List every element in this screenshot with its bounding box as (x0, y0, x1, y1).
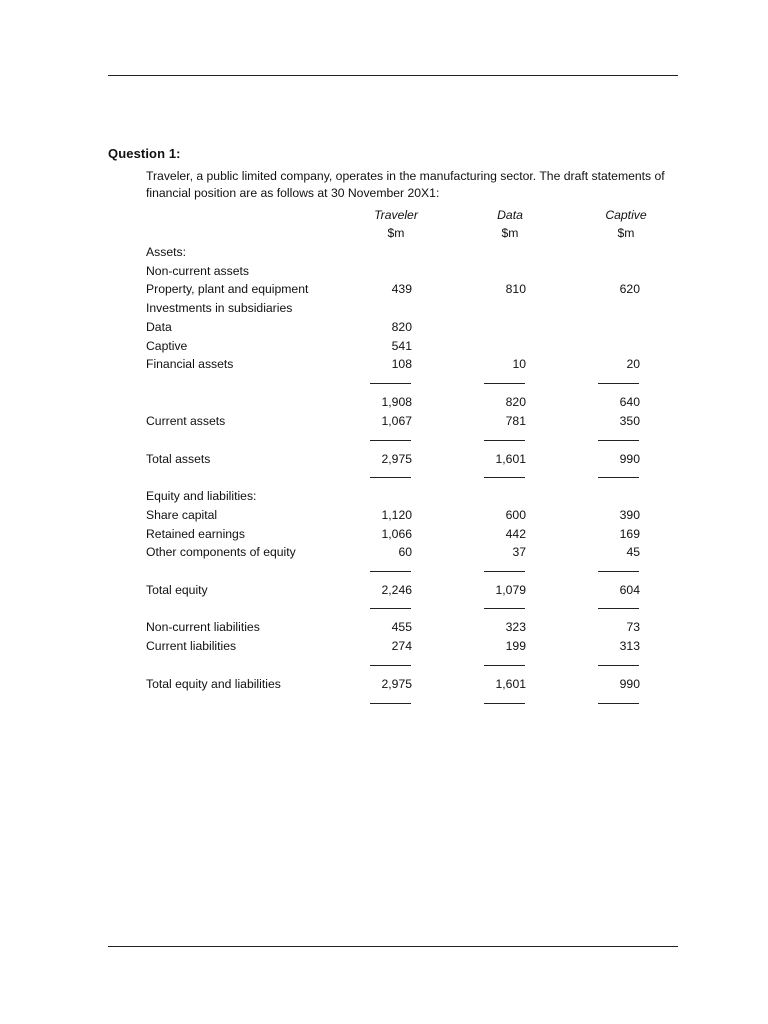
underline (598, 665, 639, 666)
value-captive: 640 (619, 395, 640, 409)
equity-heading: Equity and liabilities: (146, 489, 257, 503)
row-label: Retained earnings (146, 527, 245, 541)
value-traveler: 541 (391, 339, 412, 353)
underline (370, 703, 411, 704)
column-names-row (0, 208, 768, 226)
value-traveler: 2,975 (381, 677, 412, 691)
table-row (0, 583, 768, 601)
question-intro: Traveler, a public limited company, operates in the manufacturing sector. The draft statements of financial position are as follows at 30 November 20X1: (146, 169, 665, 200)
non-current-assets-heading-row (0, 264, 768, 282)
table-row (0, 395, 768, 413)
value-traveler: 108 (391, 357, 412, 371)
non-current-assets-heading: Non-current assets (146, 264, 249, 278)
table-row (0, 320, 768, 338)
underline (370, 477, 411, 478)
underline (598, 608, 639, 609)
value-data: 37 (512, 545, 526, 559)
row-label: Non-current liabilities (146, 620, 260, 634)
row-label: Other components of equity (146, 545, 296, 559)
value-data: 810 (505, 282, 526, 296)
underline (484, 440, 525, 441)
value-traveler: 455 (391, 620, 412, 634)
value-traveler: 1,120 (381, 508, 412, 522)
row-label: Current assets (146, 414, 226, 428)
value-traveler: 1,066 (381, 527, 412, 541)
row-label: Property, plant and equipment (146, 282, 309, 296)
row-label: Share capital (146, 508, 218, 522)
col-captive-name: Captive (605, 208, 647, 222)
value-traveler: 60 (398, 545, 412, 559)
row-label: Total assets (146, 452, 211, 466)
value-traveler: 439 (391, 282, 412, 296)
underline (598, 440, 639, 441)
value-captive: 390 (619, 508, 640, 522)
value-captive: 169 (619, 527, 640, 541)
value-traveler: 1,908 (381, 395, 412, 409)
value-captive: 313 (619, 639, 640, 653)
value-captive: 604 (619, 583, 640, 597)
investments-heading: Investments in subsidiaries (146, 301, 293, 315)
row-label: Total equity (146, 583, 208, 597)
value-traveler: 2,975 (381, 452, 412, 466)
value-data: 442 (505, 527, 526, 541)
underline (598, 383, 639, 384)
underline (484, 571, 525, 572)
table-row (0, 508, 768, 526)
row-label: Total equity and liabilities (146, 677, 281, 691)
assets-heading: Assets: (146, 245, 186, 259)
row-label: Data (146, 320, 172, 334)
value-captive: 20 (626, 357, 640, 371)
underline (484, 703, 525, 704)
investments-heading-row (0, 301, 768, 319)
value-data: 1,601 (495, 677, 526, 691)
value-data: 1,079 (495, 583, 526, 597)
table-row (0, 339, 768, 357)
column-units-row (0, 226, 768, 244)
underline (598, 571, 639, 572)
value-traveler: 2,246 (381, 583, 412, 597)
value-data: 199 (505, 639, 526, 653)
underline (370, 608, 411, 609)
assets-heading-row (0, 245, 768, 263)
table-row (0, 620, 768, 638)
equity-heading-row (0, 489, 768, 507)
table-row (0, 282, 768, 300)
value-traveler: 1,067 (381, 414, 412, 428)
underline (370, 665, 411, 666)
table-row (0, 414, 768, 432)
value-captive: 990 (619, 677, 640, 691)
value-traveler: 820 (391, 320, 412, 334)
underline (484, 665, 525, 666)
underline (598, 703, 639, 704)
underline (484, 477, 525, 478)
row-label: Current liabilities (146, 639, 237, 653)
value-data: 781 (505, 414, 526, 428)
value-captive: 45 (626, 545, 640, 559)
question-title: Question 1: (108, 146, 181, 161)
row-label: Financial assets (146, 357, 234, 371)
value-captive: 990 (619, 452, 640, 466)
header-rule (108, 75, 678, 76)
underline (484, 383, 525, 384)
value-data: 10 (512, 357, 526, 371)
col-data-unit: $m (501, 226, 519, 240)
footer-rule (108, 946, 678, 947)
value-data: 1,601 (495, 452, 526, 466)
value-captive: 73 (626, 620, 640, 634)
underline (370, 440, 411, 441)
value-data: 820 (505, 395, 526, 409)
table-row (0, 677, 768, 695)
table-row (0, 639, 768, 657)
table-row (0, 527, 768, 545)
row-label: Captive (146, 339, 188, 353)
table-row (0, 452, 768, 470)
underline (370, 383, 411, 384)
value-captive: 620 (619, 282, 640, 296)
value-traveler: 274 (391, 639, 412, 653)
underline (484, 608, 525, 609)
col-data-name: Data (497, 208, 523, 222)
col-traveler-unit: $m (387, 226, 405, 240)
table-row (0, 357, 768, 375)
value-captive: 350 (619, 414, 640, 428)
col-traveler-name: Traveler (374, 208, 418, 222)
underline (598, 477, 639, 478)
underline (370, 571, 411, 572)
table-row (0, 545, 768, 563)
value-data: 323 (505, 620, 526, 634)
col-captive-unit: $m (617, 226, 635, 240)
value-data: 600 (505, 508, 526, 522)
